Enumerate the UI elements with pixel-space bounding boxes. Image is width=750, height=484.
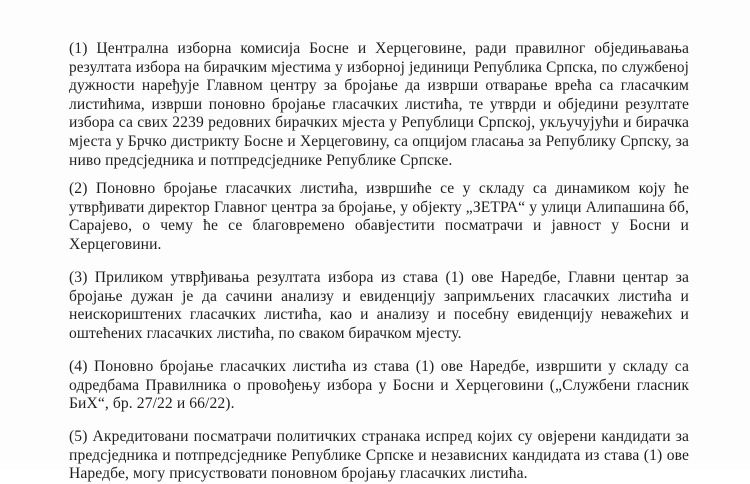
paragraph-line: дужности наређује Главном центру за бројање да изврши отварање врећа са гласачким: [69, 77, 689, 95]
paragraph-3: [69, 269, 689, 343]
paragraph-4: [69, 358, 689, 414]
paragraph-5: [69, 428, 689, 484]
paragraph-line: (3) Приликом утврђивања резултата избора из става (1) ове Наредбе, Главни центар за: [69, 269, 689, 286]
paragraph-line: Сарајево, о чему ће се благовремено обавјестити посматрачи и јавност у Босни и: [69, 217, 689, 235]
paragraph-line: резултата избора на бирачким мјестима у изборној јединици Република Српска, по службеној: [69, 58, 689, 76]
paragraph-line: неискориштених гласачких листића, као и анализу и посебну евиденцију неважећих и: [69, 306, 689, 324]
paragraph-line: листићима, изврши поновно бројање гласачких листића, те утврди и обједини резултате: [69, 95, 689, 113]
paragraph-line: (1) Централна изборна комисија Босне и Херцеговине, ради правилног обједињавања: [69, 40, 689, 57]
paragraph-line: оштећених гласачких листића, по сваком бирачком мјесту.: [69, 324, 462, 342]
paragraph-line: Наредбе, могу присуствовати поновном бројању гласачких листића.: [69, 465, 528, 483]
paragraph-line: бројање дужан је да сачини анализу и евиденцију запримљених гласачких листића и: [69, 287, 689, 305]
paragraph-line: избора са свих 2239 редовних бирачких мјеста у Републици Српској, укључујући и бирачка: [69, 114, 689, 132]
paragraph-2: [69, 180, 689, 254]
paragraph-1: [69, 40, 689, 170]
paragraph-line: (4) Поновно бројање гласачких листића из става (1) ове Наредбе, извршити у складу са: [69, 358, 689, 375]
paragraph-line: одредбама Правилника о провођењу избора у Босни и Херцеговини („Службени гласник: [69, 376, 689, 394]
paragraph-line: ниво предсједника и потпредсједнике Републике Српске.: [69, 151, 453, 169]
paragraph-line: (2) Поновно бројање гласачких листића, извршиће се у складу са динамиком коју ће: [69, 180, 689, 197]
paragraph-line: мјеста у Брчко дистрикту Босне и Херцеговину, са опцијом гласања за Републику Српску, за: [69, 132, 689, 150]
paragraph-line: Херцеговини.: [69, 235, 162, 253]
paragraph-line: БиХ“, бр. 27/22 и 66/22).: [69, 395, 235, 413]
paragraph-line: утврђивати директор Главног центра за бројање, у објекту „ЗЕТРА“ у улици Алипашина бб,: [69, 198, 689, 216]
paragraph-line: (5) Акредитовани посматрачи политичких странака испред којих су овјерени кандидати за: [69, 428, 689, 445]
paragraph-line: предсједника и потпредсједнике Републике Српске и независних кандидата из става (1) ове: [69, 446, 689, 464]
